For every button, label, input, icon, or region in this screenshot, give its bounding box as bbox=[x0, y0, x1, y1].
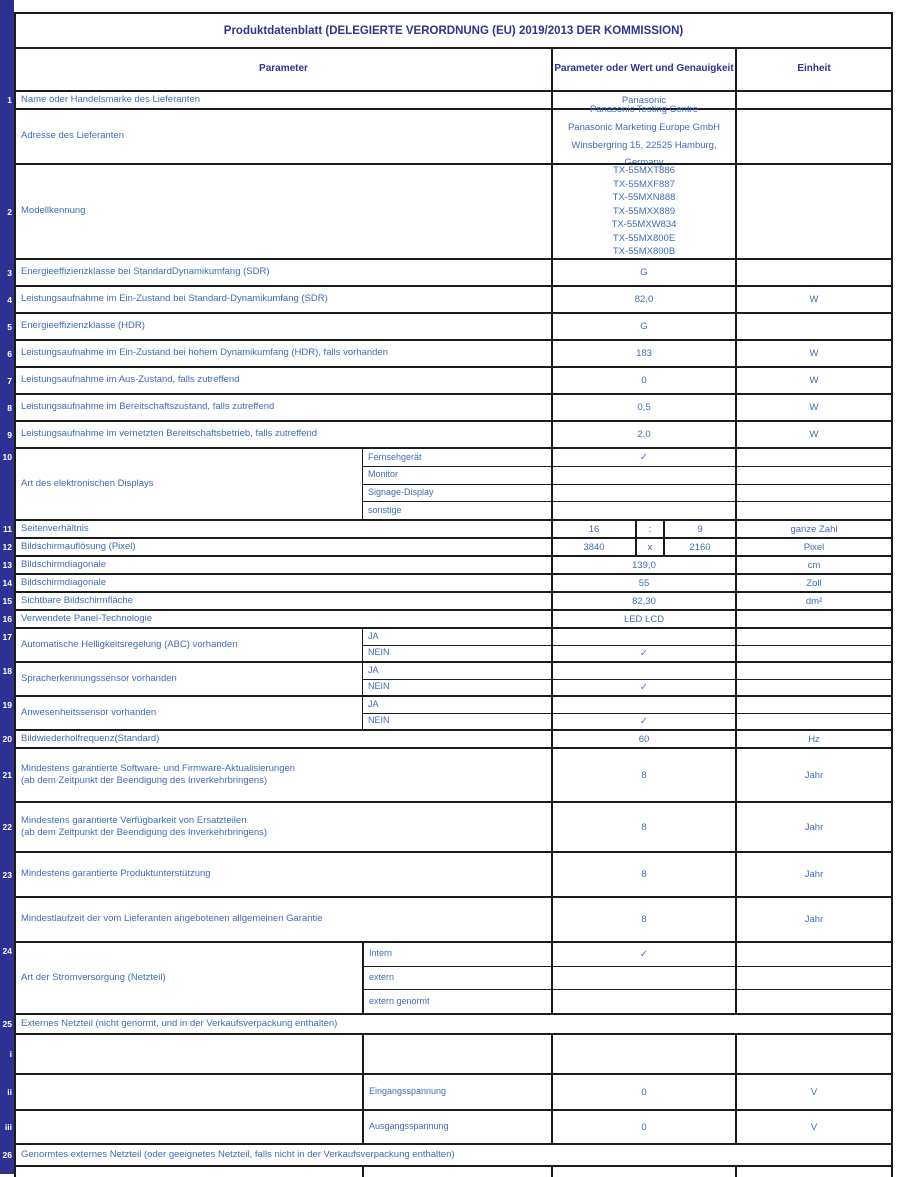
table-row bbox=[7, 258, 891, 285]
row-number: 26 bbox=[2, 1149, 12, 1160]
param-label bbox=[16, 341, 551, 366]
value-separator: : bbox=[635, 521, 665, 537]
value-cell bbox=[551, 449, 735, 466]
value-cell: 82,0 bbox=[551, 287, 735, 312]
row-number: 19 bbox=[2, 700, 12, 710]
param-label bbox=[16, 92, 551, 108]
param-label bbox=[16, 731, 551, 747]
unit-cell: Jahr bbox=[735, 803, 891, 851]
sub-row bbox=[362, 697, 891, 713]
unit-cell: Jahr bbox=[735, 853, 891, 896]
check-icon: ✓ bbox=[639, 451, 649, 463]
table-row bbox=[2, 609, 891, 627]
param-label-line: Mindestens garantierte Software- und Firmware-Aktualisierungen bbox=[21, 762, 296, 774]
param-blank bbox=[16, 1075, 362, 1109]
value-line: Panasonic Marketing Europe GmbH bbox=[567, 121, 721, 133]
unit-cell: Zoll bbox=[735, 575, 891, 591]
sub-label: extern genormt bbox=[362, 990, 551, 1013]
param-label-line: Verwendete Panel-Technologie bbox=[21, 612, 152, 624]
sub-label: NEIN bbox=[362, 714, 551, 730]
row-number: 5 bbox=[7, 321, 12, 332]
value-cell: 2,0 bbox=[551, 422, 735, 447]
value-cell: 8 bbox=[551, 853, 735, 896]
row-number: i bbox=[9, 1048, 12, 1059]
value-cell: G bbox=[551, 314, 735, 339]
value-cell: G bbox=[551, 260, 735, 285]
value-line: TX-55MXW834 bbox=[611, 219, 677, 231]
row-number: 2 bbox=[7, 206, 12, 217]
unit-cell bbox=[735, 467, 891, 484]
value-cell: 139,0 bbox=[551, 557, 735, 573]
param-label bbox=[16, 898, 551, 941]
value-cell: 60 bbox=[551, 731, 735, 747]
value-cell bbox=[551, 485, 735, 502]
table-row bbox=[16, 896, 891, 941]
row-number: 4 bbox=[7, 294, 12, 305]
param-label bbox=[16, 575, 551, 591]
unit-cell bbox=[735, 502, 891, 519]
table-row bbox=[16, 1165, 891, 1177]
unit-cell bbox=[735, 314, 891, 339]
value-line: Panasonic Testing Centre bbox=[589, 104, 699, 116]
param-label bbox=[16, 314, 551, 339]
sub-label: sonstige bbox=[362, 502, 551, 519]
sub-row bbox=[362, 466, 891, 484]
table-row bbox=[2, 555, 891, 573]
value-line: TX-55MX800B bbox=[612, 246, 676, 258]
row-number: ii bbox=[7, 1086, 12, 1097]
unit-cell bbox=[735, 110, 891, 163]
unit-cell: W bbox=[735, 422, 891, 447]
check-icon: ✓ bbox=[639, 948, 649, 960]
value-cell bbox=[551, 467, 735, 484]
param-label-line: Name oder Handelsmarke des Lieferanten bbox=[21, 93, 201, 105]
param-label bbox=[16, 611, 551, 627]
param-label-line: (ab dem Zeitpunkt der Beendigung des Inverkehrbringens) bbox=[21, 827, 268, 838]
value-line: TX-55MXF887 bbox=[613, 178, 675, 190]
value-cell: 0 bbox=[551, 368, 735, 393]
table-row bbox=[2, 941, 891, 1013]
table-row bbox=[3, 519, 891, 537]
table-row bbox=[2, 573, 891, 591]
value-cell: 8 bbox=[551, 803, 735, 851]
table-header-row bbox=[16, 47, 891, 90]
param-label: Anwesenheitssensor vorhanden bbox=[21, 706, 157, 718]
unit-cell bbox=[735, 990, 891, 1013]
sub-rows bbox=[362, 697, 891, 729]
param-blank bbox=[16, 1035, 362, 1073]
row-number: 9 bbox=[7, 429, 12, 440]
unit-cell: W bbox=[735, 287, 891, 312]
row-number: 12 bbox=[2, 541, 12, 552]
unit-cell: Jahr bbox=[735, 749, 891, 801]
sub-row bbox=[362, 484, 891, 502]
sub-rows bbox=[362, 449, 891, 519]
value-cell bbox=[551, 165, 735, 258]
param-label: Seitenverhältnis bbox=[21, 522, 89, 534]
param-label-line: Bildwiederholfrequenz(Standard) bbox=[21, 732, 160, 744]
table-row bbox=[7, 90, 891, 108]
unit-cell bbox=[735, 611, 891, 627]
section-label: Genormtes externes Netzteil (oder geeignetes Netzteil, falls nicht in der Verkaufsverpackung enthalten) bbox=[21, 1148, 455, 1160]
sub-rows bbox=[362, 629, 891, 661]
param-label-line: Modellkennung bbox=[21, 205, 86, 217]
param-label-line: Mindestens garantierte Produktunterstützung bbox=[21, 868, 211, 880]
value-cell: 82,30 bbox=[551, 593, 735, 609]
unit-cell bbox=[735, 629, 891, 645]
table-rows bbox=[2, 90, 891, 1177]
param-label: Art der Stromversorgung (Netzteil) bbox=[21, 971, 166, 983]
sub-row bbox=[362, 989, 891, 1013]
sub-row bbox=[362, 645, 891, 662]
row-number: 13 bbox=[2, 559, 12, 570]
param-label: Bildschirmauflösung (Pixel) bbox=[21, 540, 136, 552]
table-row bbox=[7, 1073, 891, 1109]
sub-label: Fernsehgerät bbox=[362, 449, 551, 466]
table-row bbox=[2, 851, 891, 896]
header-parameter: Parameter bbox=[259, 63, 308, 75]
param-label bbox=[16, 287, 551, 312]
row-number: 25 bbox=[2, 1018, 12, 1029]
row-number: 6 bbox=[7, 348, 12, 359]
table-row bbox=[2, 537, 891, 555]
sub-label: JA bbox=[362, 697, 551, 713]
value-part-1: 16 bbox=[588, 523, 600, 535]
value-part-2: 2160 bbox=[689, 541, 711, 553]
param-label bbox=[16, 110, 551, 163]
table-row bbox=[7, 285, 891, 312]
sub-row bbox=[362, 663, 891, 679]
value-line: TX-55MXN888 bbox=[612, 192, 676, 204]
value-line: TX-55MXX889 bbox=[612, 205, 676, 217]
header-unit: Einheit bbox=[735, 49, 891, 90]
value-line: Winsbergring 15, 22525 Hamburg, Germany bbox=[571, 139, 717, 169]
value-part-1: 3840 bbox=[583, 541, 605, 553]
sub-label: JA bbox=[362, 629, 551, 645]
value-cell: 0 bbox=[551, 1075, 735, 1109]
table-row bbox=[7, 339, 891, 366]
value-cell: 183 bbox=[551, 341, 735, 366]
param-blank bbox=[16, 1111, 362, 1143]
unit-cell: V bbox=[735, 1111, 891, 1143]
value-cell: 0,5 bbox=[551, 395, 735, 420]
row-number: 22 bbox=[2, 821, 12, 832]
param-label-line: Adresse des Lieferanten bbox=[21, 130, 124, 142]
datasheet-table bbox=[2, 12, 893, 1177]
unit-cell: W bbox=[735, 341, 891, 366]
unit-cell: Jahr bbox=[735, 898, 891, 941]
param-label-line: Leistungsaufnahme im Bereitschaftszustand, falls zutreffend bbox=[21, 401, 275, 413]
row-number: 16 bbox=[2, 613, 12, 624]
value-cell bbox=[551, 990, 735, 1013]
unit-cell: Hz bbox=[735, 731, 891, 747]
param-label-line: Leistungsaufnahme im Ein-Zustand bei Standard-Dynamikumfang (SDR) bbox=[21, 293, 328, 305]
param-label-line: Bildschirmdiagonale bbox=[21, 558, 107, 570]
sub-label: NEIN bbox=[362, 680, 551, 696]
unit-cell: cm bbox=[735, 557, 891, 573]
sub-row bbox=[362, 501, 891, 519]
table-row bbox=[2, 747, 891, 801]
sub-label: Eingangsspannung bbox=[362, 1075, 551, 1109]
sub-label: Signage-Display bbox=[362, 485, 551, 502]
unit-cell bbox=[735, 1035, 891, 1073]
table-row bbox=[16, 104, 891, 169]
unit-cell bbox=[735, 260, 891, 285]
table-row bbox=[7, 420, 891, 447]
param-label: Automatische Helligkeitsregelung (ABC) vorhanden bbox=[21, 638, 238, 650]
param-label bbox=[16, 368, 551, 393]
param-label-line: Leistungsaufnahme im Aus-Zustand, falls zutreffend bbox=[21, 374, 240, 386]
param-label bbox=[16, 165, 551, 258]
param-label bbox=[16, 260, 551, 285]
unit-cell: W bbox=[735, 368, 891, 393]
unit-cell: dm² bbox=[735, 593, 891, 609]
param-label bbox=[16, 803, 551, 851]
row-number: 21 bbox=[2, 769, 12, 780]
value-cell: Panasonic bbox=[551, 92, 735, 108]
row-number: 17 bbox=[2, 632, 12, 642]
value-cell bbox=[551, 1167, 735, 1177]
row-number: 7 bbox=[7, 375, 12, 386]
value-line: TX-55MXT886 bbox=[613, 165, 675, 177]
table-title-row bbox=[16, 14, 891, 47]
sub-row bbox=[362, 966, 891, 990]
value-cell bbox=[551, 1035, 735, 1073]
unit-cell bbox=[735, 697, 891, 713]
value-cell bbox=[551, 104, 735, 169]
section-label: Externes Netzteil (nicht genormt, und in der Verkaufsverpackung enthalten) bbox=[21, 1017, 338, 1029]
sub-label: NEIN bbox=[362, 646, 551, 662]
page-title: Produktdatenblatt (DELEGIERTE VERORDNUNG (EU) 2019/2013 DER KOMMISSION) bbox=[223, 24, 684, 37]
row-number: 15 bbox=[2, 595, 12, 606]
param-label-line: Leistungsaufnahme im Ein-Zustand bei hohem Dynamikumfang (HDR), falls vorhanden bbox=[21, 347, 388, 359]
table-row bbox=[2, 627, 891, 661]
unit-cell: ganze Zahl bbox=[735, 521, 891, 537]
value-cell bbox=[551, 521, 735, 537]
check-icon: ✓ bbox=[639, 681, 649, 693]
param-label-line: Mindestlaufzeit der vom Lieferanten angebotenen allgemeinen Garantie bbox=[21, 913, 323, 925]
param-label-line: Energieeffizienzklasse bei StandardDynamikumfang (SDR) bbox=[21, 266, 270, 278]
unit-cell: W bbox=[735, 395, 891, 420]
unit-cell bbox=[735, 485, 891, 502]
value-cell bbox=[551, 943, 735, 966]
unit-cell bbox=[735, 714, 891, 730]
param-label-line: Bildschirmdiagonale bbox=[21, 576, 107, 588]
row-number: 8 bbox=[7, 402, 12, 413]
unit-cell bbox=[735, 449, 891, 466]
sub-rows bbox=[362, 943, 891, 1013]
value-cell: 8 bbox=[551, 898, 735, 941]
unit-cell bbox=[735, 92, 891, 108]
table-row bbox=[9, 1033, 891, 1073]
check-icon: ✓ bbox=[639, 647, 649, 659]
sub-rows bbox=[362, 663, 891, 695]
value-cell bbox=[551, 967, 735, 990]
param-label-line: Energieeffizienzklasse (HDR) bbox=[21, 320, 145, 332]
sub-row bbox=[362, 713, 891, 730]
param-label bbox=[16, 422, 551, 447]
header-value: Parameter oder Wert und Genauigkeit bbox=[551, 49, 735, 90]
param-label-line: Leistungsaufnahme im vernetzten Bereitschaftsbetrieb, falls zutreffend bbox=[21, 428, 318, 440]
unit-cell bbox=[735, 663, 891, 679]
row-number: 18 bbox=[2, 666, 12, 676]
unit-cell bbox=[735, 165, 891, 258]
value-cell: 0 bbox=[551, 1111, 735, 1143]
row-number: 3 bbox=[7, 267, 12, 278]
value-cell bbox=[551, 539, 735, 555]
sub-label: JA bbox=[362, 663, 551, 679]
table-row bbox=[7, 312, 891, 339]
sub-label: Ausgangsspannung bbox=[362, 1111, 551, 1143]
table-row bbox=[2, 1013, 891, 1033]
row-number: 24 bbox=[2, 946, 12, 956]
table-row bbox=[7, 393, 891, 420]
value-separator: x bbox=[635, 539, 665, 555]
value-cell: 8 bbox=[551, 749, 735, 801]
param-label bbox=[16, 557, 551, 573]
param-label-line: (ab dem Zeitpunkt der Beendigung des Inverkehrbringens) bbox=[21, 775, 268, 786]
unit-cell bbox=[735, 680, 891, 696]
unit-cell bbox=[735, 1167, 891, 1177]
value-part-2: 9 bbox=[697, 523, 703, 535]
param-label bbox=[16, 749, 551, 801]
sub-row bbox=[362, 679, 891, 696]
table-row bbox=[7, 163, 891, 258]
check-icon: ✓ bbox=[639, 715, 649, 727]
param-label bbox=[16, 395, 551, 420]
param-label bbox=[16, 853, 551, 896]
param-blank bbox=[16, 1167, 362, 1177]
row-number: 1 bbox=[7, 94, 12, 105]
param-label: Art des elektronischen Displays bbox=[21, 477, 154, 489]
value-cell bbox=[551, 646, 735, 662]
unit-cell: V bbox=[735, 1075, 891, 1109]
sub-row bbox=[362, 629, 891, 645]
row-number: 23 bbox=[2, 869, 12, 880]
value-cell bbox=[551, 663, 735, 679]
row-number: iii bbox=[4, 1121, 12, 1132]
param-label-line: Sichtbare Bildschirmfläche bbox=[21, 594, 133, 606]
unit-cell bbox=[735, 646, 891, 662]
value-cell bbox=[551, 714, 735, 730]
sub-row bbox=[362, 943, 891, 966]
unit-cell: Pixel bbox=[735, 539, 891, 555]
table-row bbox=[2, 591, 891, 609]
sub-label bbox=[362, 1035, 551, 1073]
unit-cell bbox=[735, 943, 891, 966]
sub-row bbox=[362, 449, 891, 466]
table-row bbox=[4, 1109, 891, 1143]
table-row bbox=[2, 447, 891, 519]
param-label: Spracherkennungssensor vorhanden bbox=[21, 672, 177, 684]
table-row bbox=[2, 1143, 891, 1165]
value-cell bbox=[551, 697, 735, 713]
row-number: 11 bbox=[3, 523, 12, 534]
value-cell bbox=[551, 629, 735, 645]
sub-label: extern bbox=[362, 967, 551, 990]
value-cell bbox=[551, 502, 735, 519]
table-row bbox=[2, 729, 891, 747]
table-row bbox=[2, 801, 891, 851]
row-number: 10 bbox=[2, 452, 12, 462]
value-cell bbox=[551, 680, 735, 696]
table-row bbox=[7, 366, 891, 393]
value-line: TX-55MX800E bbox=[612, 232, 676, 244]
unit-cell bbox=[735, 967, 891, 990]
param-label bbox=[16, 593, 551, 609]
sub-label: Intern bbox=[362, 943, 551, 966]
value-cell: LED LCD bbox=[551, 611, 735, 627]
value-cell: 55 bbox=[551, 575, 735, 591]
table-row bbox=[2, 661, 891, 695]
row-number: 20 bbox=[2, 733, 12, 744]
row-number: 14 bbox=[2, 577, 12, 588]
sub-label bbox=[362, 1167, 551, 1177]
param-label-line: Mindestens garantierte Verfügbarkeit von Ersatzteilen bbox=[21, 814, 247, 826]
sub-label: Monitor bbox=[362, 467, 551, 484]
table-row bbox=[2, 695, 891, 729]
